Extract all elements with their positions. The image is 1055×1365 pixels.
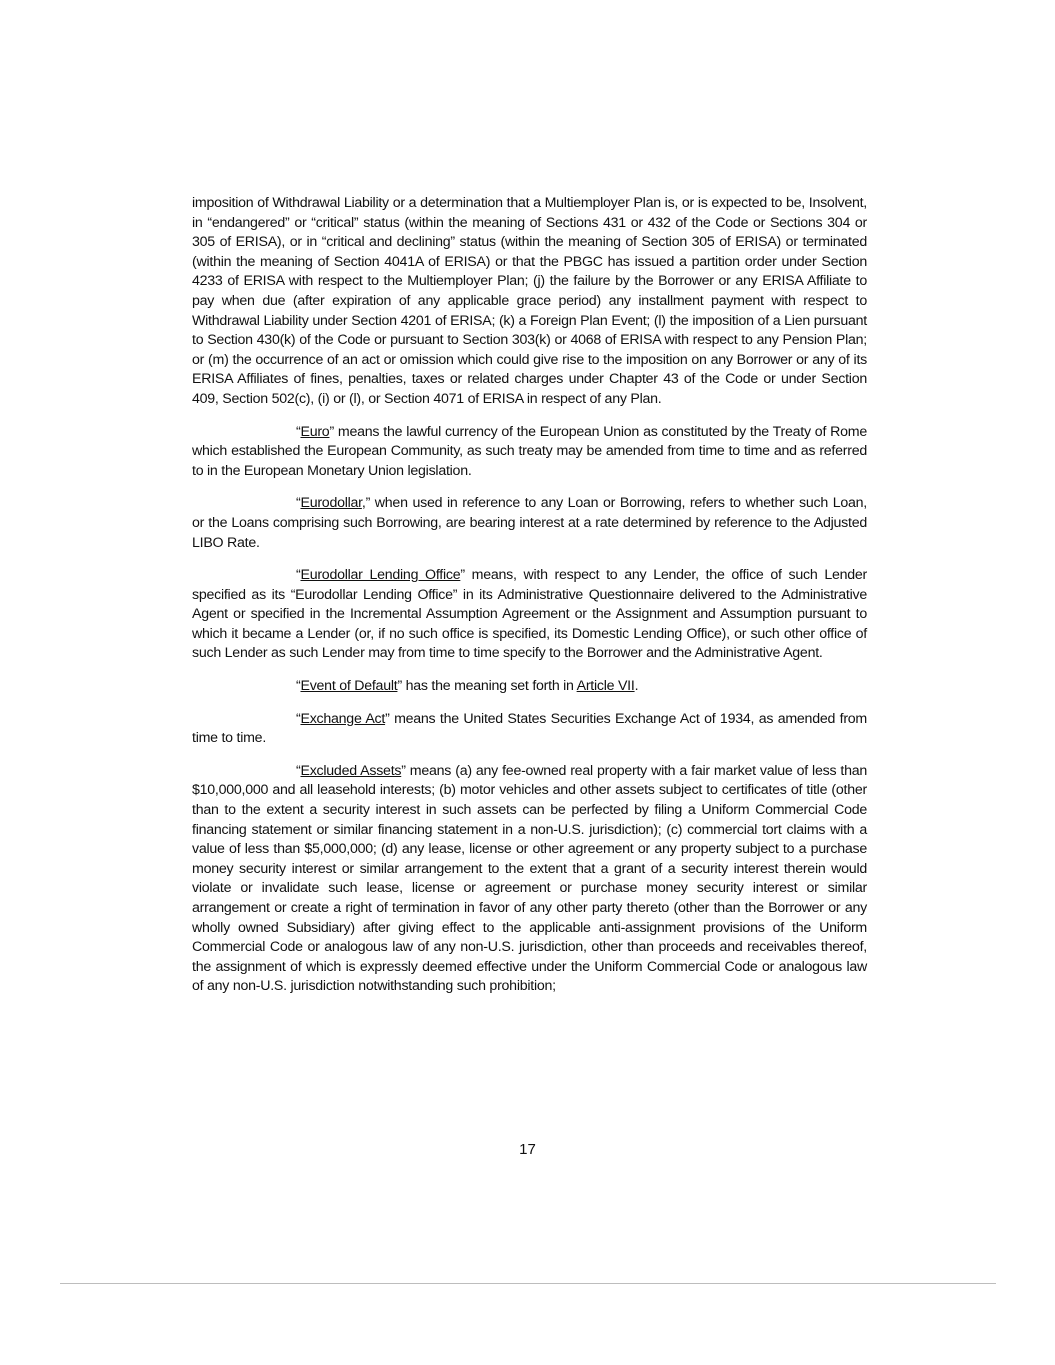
paragraph-text: ” means the lawful currency of the European Union as constituted by the Treaty of Rome which established the European Community, as such treaty may be amended from time to time and as referred to in the European Monetary Union legislation.: [192, 423, 867, 479]
paragraph-text: .: [634, 678, 639, 695]
paragraph-text: “: [296, 495, 301, 512]
paragraph-text: ” means, with respect to any Lender, the office of such Lender specified as its “Eurodollar Lending Office” in its Administrative Questionnaire delivered to the Administrative Agent or specified in the Incremental Assumption Agreement or the Assignment and Assumption pursuant to which it became a Lender (or, if no such office is specified, its Domestic Lending Office), or such other office of such Lender as such Lender may from time to time specify to the Borrower and the Administrative Agent.: [192, 567, 867, 662]
paragraph-text: “: [296, 710, 301, 727]
definition-paragraph: [192, 423, 867, 482]
paragraph-text: “: [296, 762, 301, 779]
definition-paragraph: [192, 762, 867, 997]
paragraph-text: imposition of Withdrawal Liability or a determination that a Multiemployer Plan is, or is expected to be, Insolvent, in “endangered” or “critical” status (within the meaning of Sections 431 or 432 of the Code or Sections 304 or 305 of ERISA), or in “critical and declining” status (within the meaning of Section 305 of ERISA) or terminated (within the meaning of Section 4041A of ERISA) or that the PBGC has issued a partition order under Section 4233 of ERISA with respect to the Multiemployer Plan; (j) the failure by the Borrower or any ERISA Affiliate to pay when due (after expiration of any applicable grace period) any installment payment with respect to Withdrawal Liability under Section 4201 of ERISA; (k) a Foreign Plan Event; (l) the imposition of a Lien pursuant to Section 430(k) of the Code or pursuant to Section 303(k) or 4068 of ERISA with respect to any Pension Plan; or (m) the occurrence of an act or omission which could give rise to the imposition on any Borrower or any of its ERISA Affiliates of fines, penalties, taxes or related charges under Chapter 43 of the Code or under Section 409, Section 502(c), (i) or (l), or Section 4071 of ERISA in respect of any Plan.: [192, 195, 867, 407]
paragraph-text: “: [296, 678, 301, 695]
paragraph-text: ” means (a) any fee-owned real property with a fair market value of less than $10,000,000 and all leasehold interests; (b) motor vehicles and other assets subject to certificates of title (other than to the extent a security interest in such assets can be perfected by filing a Uniform Commercial Code financing statement or similar financing statement in a non-U.S. jurisdiction); (c) commercial tort claims with a value of less than $5,000,000; (d) any lease, license or other agreement or any property subject to a purchase money security interest or similar arrangement to the extent that a grant of a security interest therein would violate or invalidate such lease, license or agreement or purchase money security interest or similar arrangement or create a right of termination in favor of any other party thereto (other than the Borrower or any wholly owned Subsidiary) after giving effect to the applicable anti-assignment provisions of the Uniform Commercial Code or analogous law of any non-U.S. jurisdiction, other than proceeds and receivables thereof, the assignment of which is expressly deemed effective under the Uniform Commercial Code or analogous law of any non-U.S. jurisdiction notwithstanding such prohibition;: [192, 762, 867, 995]
paragraph-text: ” means the United States Securities Exchange Act of 1934, as amended from time to time.: [192, 710, 868, 747]
defined-term: Eurodollar: [300, 495, 362, 512]
continued-definition-paragraph: [192, 194, 867, 410]
defined-term: Excluded Assets: [300, 762, 402, 779]
paragraph-text: ” has the meaning set forth in: [397, 678, 577, 695]
paragraph-text: “: [296, 567, 301, 584]
definition-paragraph: [192, 677, 867, 697]
definition-paragraph: [192, 710, 867, 749]
document-body: [192, 194, 867, 1010]
page-number: 17: [519, 1141, 536, 1158]
defined-term: Event of Default: [300, 678, 398, 695]
defined-term: Eurodollar Lending Office: [300, 567, 461, 584]
defined-term: Euro: [300, 423, 330, 440]
footer-divider: [60, 1283, 996, 1284]
defined-term: Article VII: [576, 678, 635, 695]
definition-paragraph: [192, 566, 867, 664]
defined-term: Exchange Act: [300, 710, 386, 727]
paragraph-text: ,” when used in reference to any Loan or Borrowing, refers to whether such Loan, or the Loans comprising such Borrowing, are bearing interest at a rate determined by reference to the Adjusted LIBO Rate.: [192, 495, 867, 551]
definition-paragraph: [192, 494, 867, 553]
paragraph-text: “: [296, 423, 301, 440]
